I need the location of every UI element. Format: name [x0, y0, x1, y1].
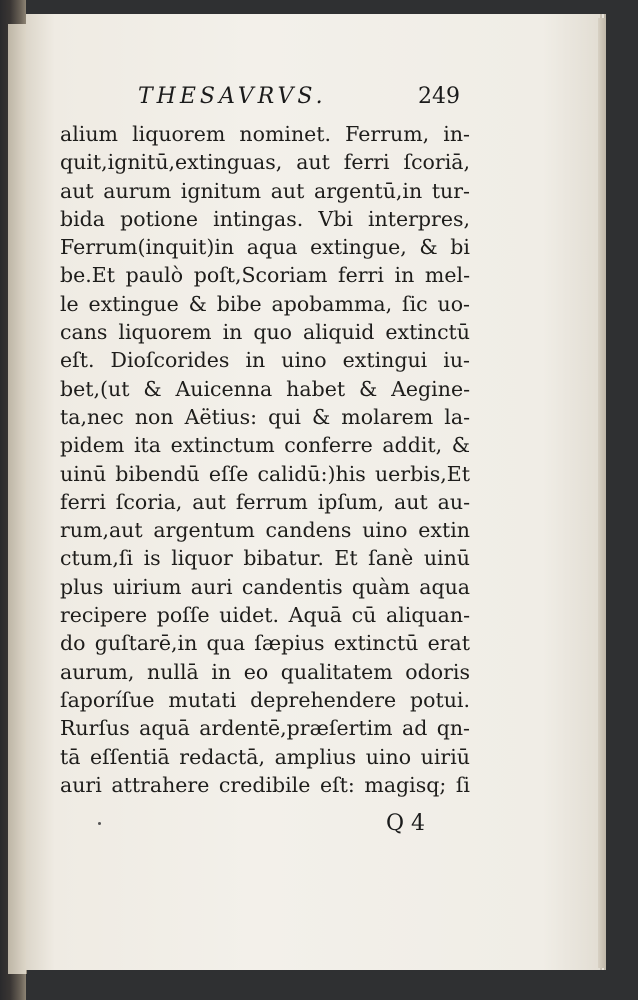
text-line: bida potione intingas. Vbi interpres, [60, 206, 470, 231]
text-line: be.Et paulò poſt,Scoriam ferri in mel- [60, 263, 470, 288]
text-line: alium liquorem nominet. Ferrum, in- [60, 122, 470, 146]
text-line: plus uirium auri candentis quàm aqua [60, 574, 470, 599]
page-fore-edge [598, 18, 606, 968]
text-line: Rurſus aquā ardentē,præſertim ad qn- [60, 716, 470, 741]
text-line: aurum, nullā in eo qualitatem odoris [60, 659, 470, 684]
text-line: aut aurum ignitum aut argentū,in tur- [60, 178, 470, 203]
text-line: cans liquorem in quo aliquid extinctū [60, 320, 470, 345]
text-line: tā eſſentiā redactā, amplius uino uiriū [60, 744, 470, 769]
text-line: recipere poſſe uidet. Aquā cū aliquan- [60, 603, 470, 628]
page-header [26, 84, 600, 114]
page-number: 249 [418, 84, 460, 109]
text-line: ta,nec non Aëtius: qui & molarem la- [60, 404, 470, 429]
running-title: THESAVRVS. [138, 84, 327, 109]
ink-speck [98, 822, 101, 825]
text-line: uinū bibendū eſſe calidū:)his uerbis,Et [60, 461, 470, 486]
text-line: ctum,ſi is liquor bibatur. Et ſanè uinū [60, 546, 470, 571]
text-line: do guſtarē,in qua ſæpius extinctū erat [60, 631, 470, 656]
text-line: bet,(ut & Auicenna habet & Aegine- [60, 376, 470, 401]
text-line: rum,aut argentum candens uino extin [60, 518, 470, 543]
text-line: le extingue & bibe apobamma, ſic uo- [60, 291, 470, 316]
book-page [26, 14, 600, 970]
text-line: Ferrum(inquit)in aqua extingue, & bi [60, 235, 470, 260]
text-line: eſt. Dioſcorides in uino extingui iu- [60, 348, 470, 373]
facing-page-edge [8, 24, 27, 974]
signature-mark: Q 4 [386, 811, 426, 836]
body-text [60, 120, 470, 799]
text-line: auri attrahere credibile eſt: magisq; ſi [60, 772, 470, 797]
text-line: quit,ignitū,extinguas, aut ferri ſcoriā, [60, 150, 470, 175]
text-line: pidem ita extinctum conferre addit, & [60, 433, 470, 458]
text-line: ferri ſcoria, aut ferrum ipſum, aut au- [60, 489, 470, 514]
text-line: ſaporíſue mutati deprehendere potui. [60, 687, 470, 712]
